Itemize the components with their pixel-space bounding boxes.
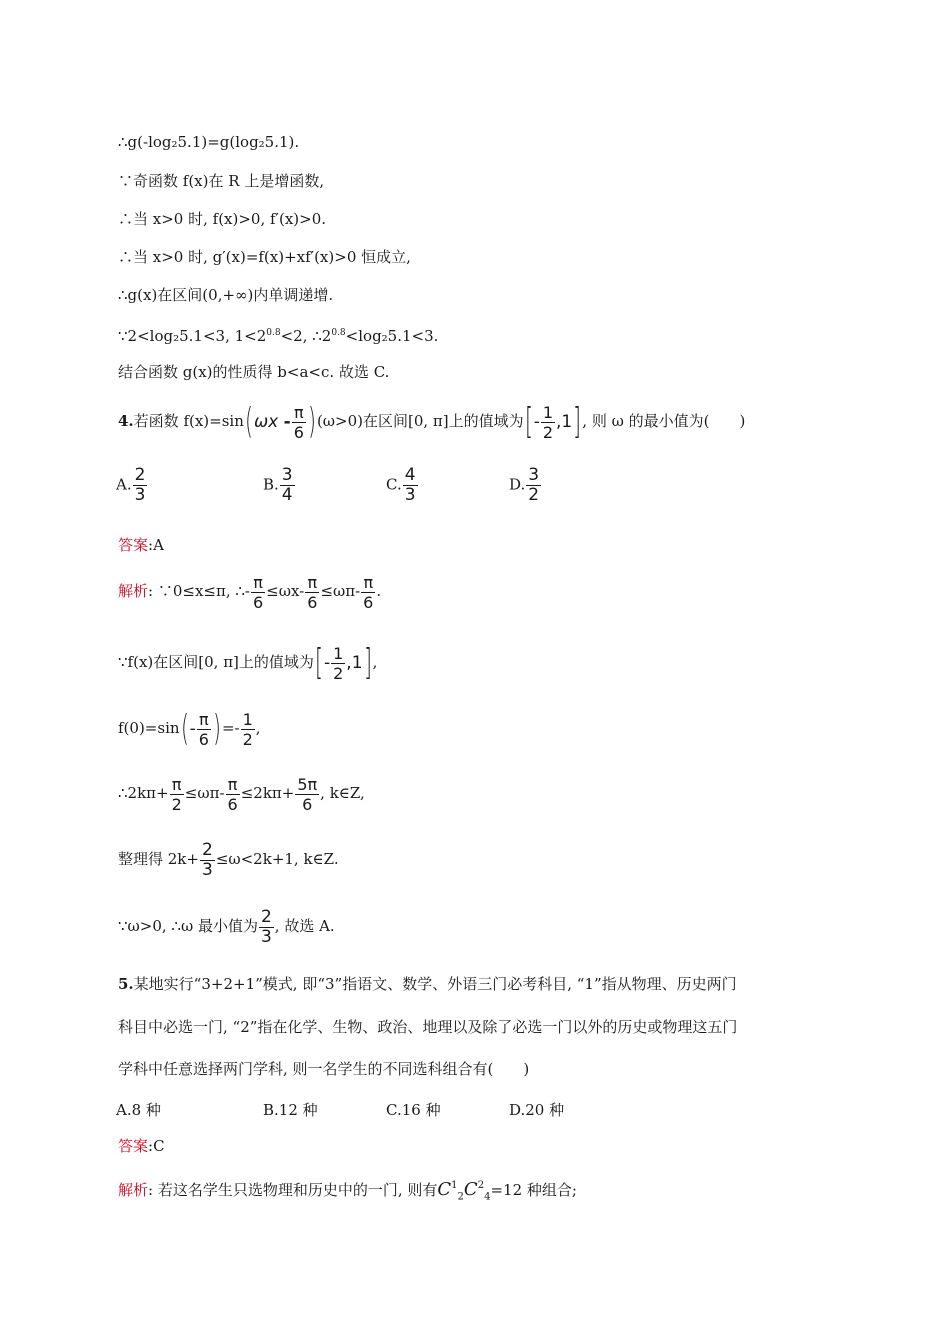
question-text: 某地实行“3+2+1”模式, 即“3”指语文、数学、外语三门必考科目, “1”指从物理、历史两门 [133,975,737,993]
question-5-stem-line-2: 科目中必选一门, “2”指在化学、生物、政治、地理以及除了必选一门以外的历史或物理这五门 [118,1018,738,1036]
question-4-stem [118,400,745,442]
numerator: π [171,774,182,794]
numerator: 5π [297,774,318,794]
denominator: 2 [333,663,344,683]
analysis-4-line-1 [118,570,381,612]
denominator: 6 [198,729,209,749]
numerator: 2 [201,839,213,860]
left-paren: ( [245,401,253,442]
denominator: 3 [260,926,272,947]
numerator: 1 [542,402,554,422]
analysis-4-line-3 [118,707,261,749]
minus-sign: - [323,653,331,673]
fraction-one-half [541,403,555,442]
analysis-text: , [372,653,378,671]
analysis-text: ≤ω<2k+1, k∈Z. [215,850,339,868]
denominator: 2 [171,794,182,814]
fraction-pi-over-2 [170,775,184,814]
analysis-text: , k∈Z, [320,784,365,802]
analysis-text: ≤ωπ- [320,582,361,600]
analysis-5-line-1 [118,1172,577,1203]
combination-symbol: C [463,1179,478,1200]
option-c[interactable] [386,466,419,505]
denominator: 6 [252,592,264,612]
analysis-text: ≤ωx- [266,582,305,600]
numerator: π [293,402,304,422]
question-number: 5. [118,975,134,993]
answer-4 [118,535,164,555]
solution-line-6-part-b: <2, ∴2 [280,327,332,345]
range-one: 1 [561,412,573,432]
solution-line-5: ∴g(x)在区间(0,+∞)内单调递增. [118,286,334,304]
solution-line-7: 结合函数 g(x)的性质得 b<a<c. 故选 C. [118,363,390,381]
option-label: D. [509,475,526,494]
subscript: 2 [457,1191,464,1203]
option-b[interactable]: B.12 种 [263,1101,318,1119]
fraction-pi-over-6 [226,775,240,814]
numerator: 4 [404,465,416,485]
question-5-stem-line-1 [118,974,737,994]
exponent: 0.8 [331,328,346,338]
fraction-pi-over-6 [361,573,375,612]
right-bracket: ] [363,642,372,683]
fraction-pi-over-6 [305,573,319,612]
analysis-text: ≤2kπ+ [240,784,295,802]
analysis-text: . [376,582,382,600]
minus-sign: - [283,412,291,432]
question-text: (ω>0)在区间[0, π]上的值域为 [316,412,524,430]
denominator: 3 [201,859,213,880]
option-fraction [280,466,295,505]
combination-symbol: C [437,1179,452,1200]
answer-5 [118,1136,165,1156]
analysis-4-line-5 [118,838,339,880]
denominator: 6 [227,794,238,814]
option-b[interactable] [263,466,296,505]
fraction-pi-over-6 [197,710,211,749]
analysis-text: ∴2kπ+ [118,784,169,802]
analysis-text: =12 种组合; [490,1181,577,1199]
option-label: B. [263,475,279,494]
analysis-4-line-4 [118,772,365,814]
option-label: A. [116,475,132,494]
fraction-pi-over-6 [292,403,306,442]
combination-c-4-2 [463,1179,491,1203]
analysis-text: : 若这名学生只选物理和历史中的一门, 则有 [148,1181,438,1199]
omega-x [254,412,291,432]
question-text: 若函数 f(x)=sin [133,412,244,430]
superscript: 2 [477,1180,485,1191]
option-d[interactable] [509,466,542,505]
option-fraction [403,466,418,505]
fraction-2-over-3 [259,908,274,947]
range-one: 1 [351,653,363,673]
question-number: 4. [118,412,134,430]
question-5-stem-line-3: 学科中任意选择两门学科, 则一名学生的不同选科组合有( ) [118,1060,530,1078]
option-fraction [133,466,148,505]
option-c[interactable]: C.16 种 [386,1101,441,1119]
right-paren: ) [308,401,316,442]
numerator: π [307,572,318,592]
answer-label: 答案 [118,536,149,554]
denominator: 2 [542,422,554,442]
analysis-text: 整理得 2k+ [118,850,199,868]
left-bracket: [ [315,642,323,683]
solution-line-2: ∵奇函数 f(x)在 R 上是增函数, [118,172,325,190]
fraction-2-over-3 [200,841,215,880]
solution-line-6-part-a: ∵2<log₂5.1<3, 1<2 [118,327,267,345]
denominator: 6 [293,422,304,442]
analysis-text: ∵ω>0, ∴ω 最小值为 [118,917,258,935]
denominator: 6 [307,592,318,612]
analysis-4-line-2 [118,641,377,683]
fraction-5pi-over-6 [295,775,319,814]
answer-value: :C [148,1137,165,1155]
solution-line-6 [118,323,438,346]
fraction-one-half [241,710,255,749]
fraction-one-half [331,644,345,683]
option-a[interactable]: A.8 种 [116,1101,161,1119]
subscript: 4 [484,1191,491,1203]
analysis-text: , [255,719,261,737]
answer-label: 答案 [118,1137,149,1155]
denominator: 6 [295,794,319,814]
left-bracket: [ [524,401,533,442]
numerator: 1 [242,709,253,729]
range-comma-one: ,1 [346,653,363,673]
omega-x-text: ωx [253,412,279,432]
solution-line-4: ∴当 x>0 时, g′(x)=f(x)+xf′(x)>0 恒成立, [118,248,411,266]
analysis-label: 解析 [118,582,149,600]
denominator: 2 [528,485,540,505]
range-comma-one: ,1 [556,412,573,432]
minus-sign: - [533,412,540,432]
denominator: 2 [242,729,253,749]
analysis-label: 解析 [118,1181,149,1199]
analysis-text: f(0)=sin [118,719,180,737]
denominator: 3 [404,485,416,505]
numerator: π [363,572,374,592]
denominator: 4 [281,485,293,505]
option-fraction [526,466,541,505]
minus-sign: - [189,719,196,739]
numerator: 3 [281,465,293,485]
denominator: 6 [363,592,374,612]
combination-c-2-1 [437,1179,464,1203]
exponent: 0.8 [266,328,281,338]
numerator: π [227,774,238,794]
answer-value: :A [148,536,164,554]
option-d[interactable]: D.20 种 [509,1101,565,1119]
solution-line-6-part-c: <log₂5.1<3. [345,327,439,345]
analysis-text: , 故选 A. [274,917,335,935]
numerator: 2 [134,465,146,485]
superscript: 1 [451,1180,458,1191]
left-paren: ( [180,708,189,749]
solution-line-3: ∴当 x>0 时, f(x)>0, f′(x)>0. [118,210,327,228]
solution-line-1: ∴g(-log₂5.1)=g(log₂5.1). [118,133,300,151]
question-text: , 则 ω 的最小值为( ) [582,412,746,430]
numerator: π [198,709,209,729]
analysis-text: ≤ωπ- [184,784,225,802]
numerator: 3 [528,465,540,485]
right-bracket: ] [573,401,582,442]
option-a[interactable] [116,466,148,505]
right-paren: ) [213,708,221,749]
analysis-text: =- [221,719,240,737]
numerator: π [253,572,263,592]
analysis-text: ∵f(x)在区间[0, π]上的值域为 [118,653,314,671]
numerator: 2 [260,906,272,927]
numerator: 1 [333,643,344,663]
analysis-4-line-6 [118,905,335,947]
option-label: C. [386,475,402,494]
fraction-pi-over-6 [251,573,265,612]
analysis-text: : ∵0≤x≤π, ∴- [148,582,250,600]
denominator: 3 [134,485,146,505]
